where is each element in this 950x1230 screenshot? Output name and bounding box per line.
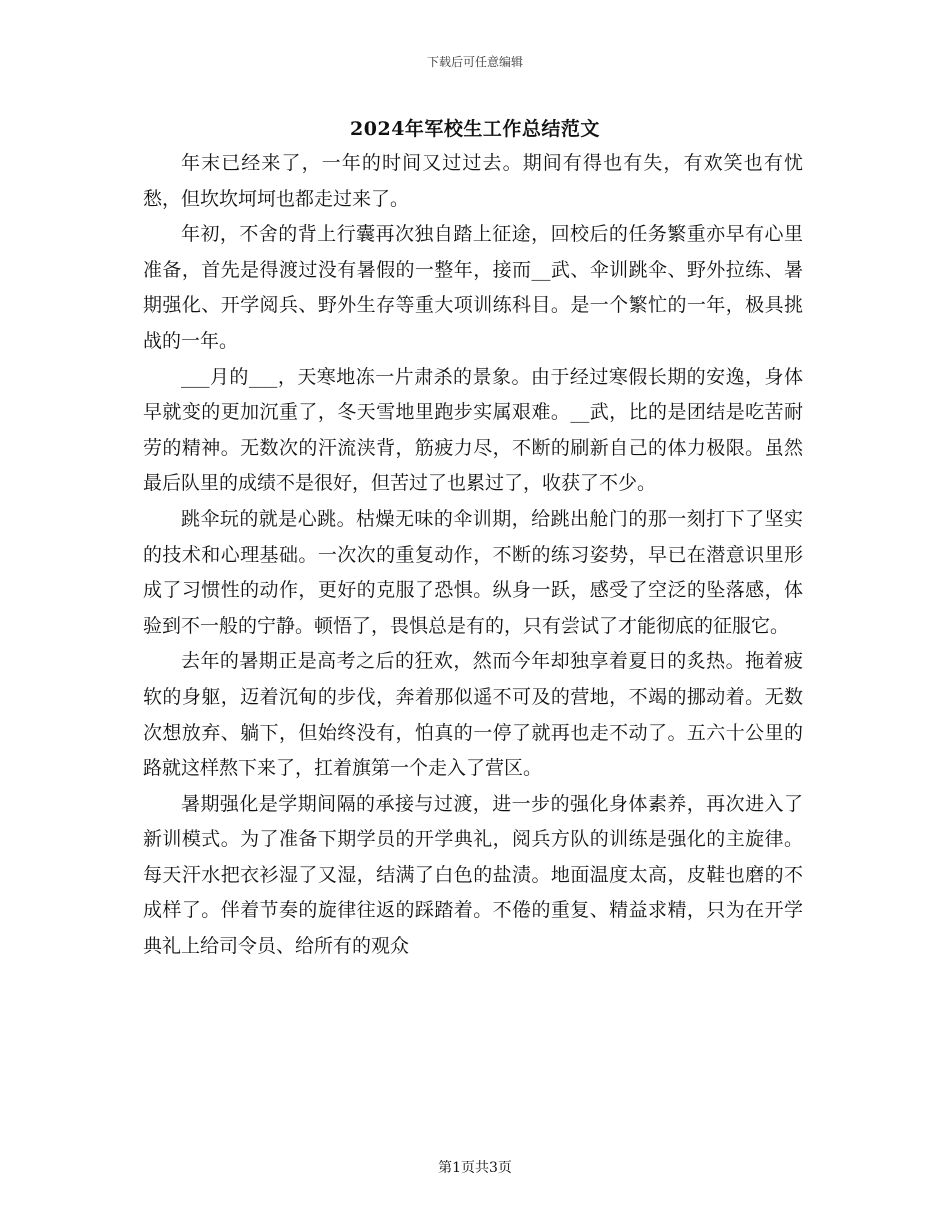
document-body	[143, 146, 803, 965]
page-number: 第1页共3页	[438, 1160, 512, 1176]
paragraph: 年初，不舍的背上行囊再次独自踏上征途，回校后的任务繁重亦早有心里准备，首先是得渡过没有暑假的一整年，接而__武、伞训跳伞、野外拉练、暑期强化、开学阅兵、野外生存等重大项训练科目。是一个繁忙的一年，极具挑战的一年。	[143, 223, 803, 352]
paragraph: 跳伞玩的就是心跳。枯燥无味的伞训期，给跳出舱门的那一刻打下了坚实的技术和心理基础。一次次的重复动作，不断的练习姿势，早已在潜意识里形成了习惯性的动作，更好的克服了恐惧。纵身一跃，感受了空泛的坠落感，体验到不一般的宁静。顿悟了，畏惧总是有的，只有尝试了才能彻底的征服它。	[143, 507, 803, 637]
paragraph: ___月的___，天寒地冻一片肃杀的景象。由于经过寒假长期的安逸，身体早就变的更加沉重了，冬天雪地里跑步实属艰难。__武，比的是团结是吃苦耐劳的精神。无数次的汗流浃背，筋疲力尽，不断的刷新自己的体力极限。虽然最后队里的成绩不是很好，但苦过了也累过了，收获了不少。	[143, 365, 803, 495]
paragraph: 暑期强化是学期间隔的承接与过渡，进一步的强化身体素养，再次进入了新训模式。为了准备下期学员的开学典礼，阅兵方队的训练是强化的主旋律。每天汗水把衣衫湿了又湿，结满了白色的盐渍。地面温度太高，皮鞋也磨的不成样了。伴着节奏的旋律往返的踩踏着。不倦的重复、精益求精，只为在开学典礼上给司令员、给所有的观众	[143, 792, 803, 958]
paragraph: 去年的暑期正是高考之后的狂欢，然而今年却独享着夏日的炙热。拖着疲软的身躯，迈着沉甸的步伐，奔着那似遥不可及的营地，不竭的挪动着。无数次想放弃、躺下，但始终没有，怕真的一停了就再也走不动了。五六十公里的路就这样熬下来了，扛着旗第一个走入了营区。	[143, 650, 803, 780]
header-note: 下载后可任意编辑	[426, 55, 523, 69]
document-title: 2024年军校生工作总结范文	[350, 118, 600, 140]
paragraph: 年末已经来了，一年的时间又过过去。期间有得也有失，有欢笑也有忧愁，但坎坎坷坷也都走过来了。	[143, 152, 803, 210]
